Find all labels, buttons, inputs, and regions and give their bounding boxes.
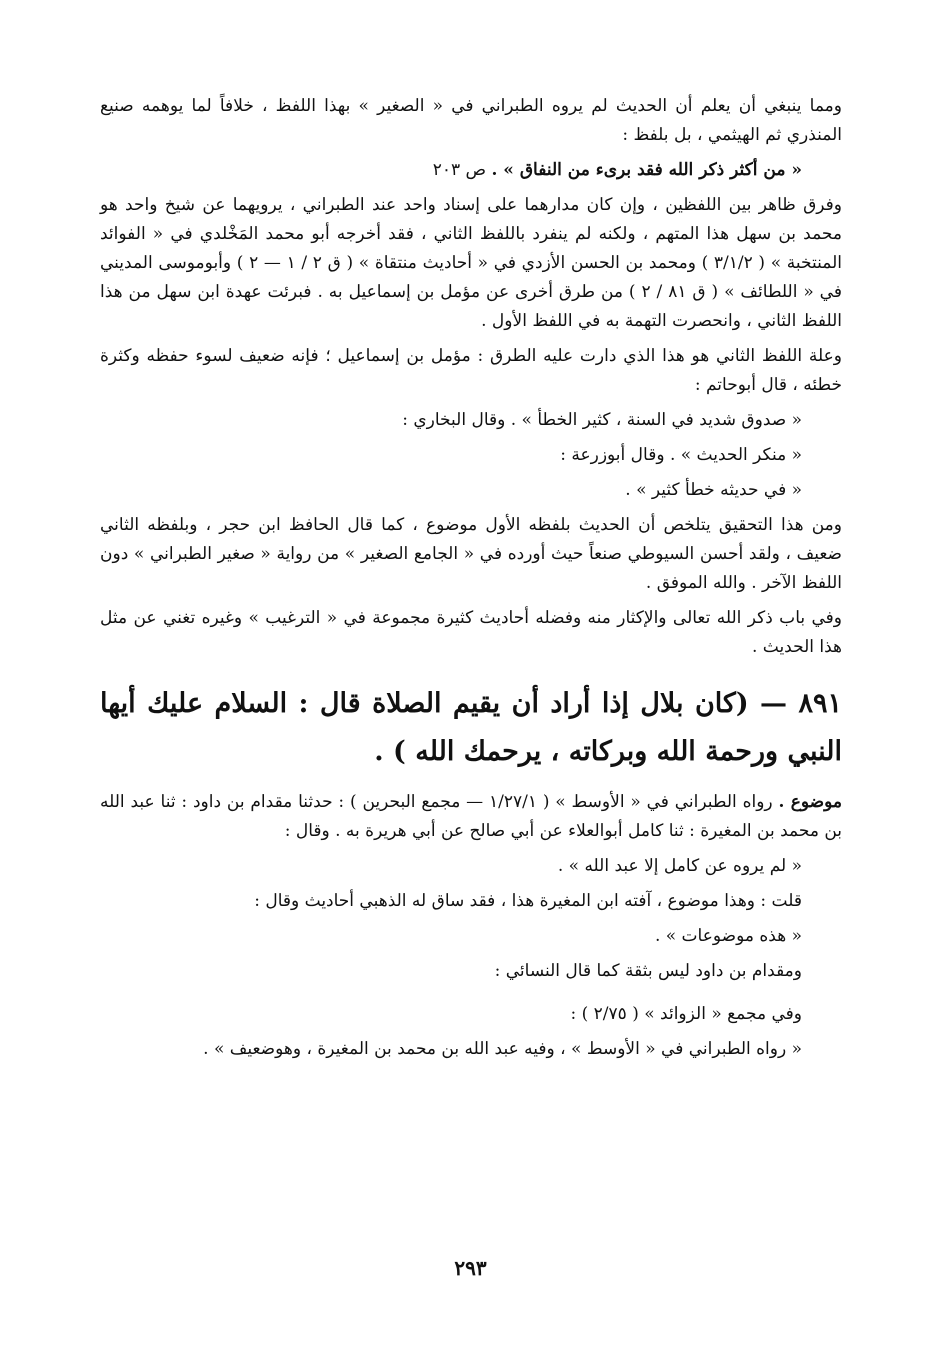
paragraph-defect: وعلة اللفظ الثاني هو هذا الذي دارت عليه الطرق : مؤمل بن إسماعيل ؛ فإنه ضعيف لسوء حفظه وكثرة خطئه ، قال أبوحاتم : [100, 346, 842, 395]
quote-majma-ref: وفي مجمع « الزوائد » ( ٢/٧٥ ) : [570, 1004, 802, 1024]
paragraph-conclusion: ومن هذا التحقيق يتلخص أن الحديث بلفظه الأول موضوع ، كما قال الحافظ ابن حجر ، وبلفظه الثاني ضعيف ، ولقد أحسن السيوطي صنعاً حيث أورده في « الجامع الصغير » من رواية « صغير الطبراني » دون اللفظ الآخر . والله الموفق . [100, 515, 842, 593]
paragraph-intro: ومما ينبغي أن يعلم أن الحديث لم يروه الطبراني في « الصغير » بهذا اللفظ ، خلافاً لما يوهمه صنيع المنذري ثم الهيثمي ، بل بلفظ : [100, 96, 842, 145]
page-number: ٢٩٣ [454, 1256, 487, 1280]
quote-author-note: قلت : وهذا موضوع ، آفته ابن المغيرة هذا ، فقد ساق له الذهبي أحاديث وقال : [254, 891, 802, 911]
quote-abu-hatim: « صدوق شديد في السنة ، كثير الخطأ » . وقال البخاري : [402, 410, 802, 430]
quote-nasai: ومقدام بن داود ليس بثقة كما قال النسائي : [494, 961, 802, 981]
quote-page-ref: ص ٢٠٣ [432, 160, 492, 180]
quote-tabarani-remark: « لم يروه عن كامل إلا عبد الله » . [557, 856, 802, 876]
quote-saghir-wording [100, 156, 842, 185]
paragraph-difference: وفرق ظاهر بين اللفظين ، وإن كان مدارهما على إسناد واحد عند الطبراني ، يرويهما عن شيخ واحد هو محمد بن سهل هذا المتهم ، ولكنه لم ينفرد باللفظ الثاني ، فقد أخرجه أبو محمد المَخْلدي في « الفوائد المنتخبة » ( ٣/١/٢ ) ومحمد بن الحسن الأزدي في « أحاديث منتقاة » ( ق ٢ / ١ — ٢ ) وأبوموسى المديني في « اللطائف » ( ق ٨١ / ٢ ) من طرق أخرى عن مؤمل بن إسماعيل به . فبرئت عهدة ابن سهل من هذا اللفظ الثاني ، وانحصرت التهمة به في اللفظ الأول . [100, 195, 843, 331]
paragraph-targhib: وفي باب ذكر الله تعالى والإكثار منه وفضله أحاديث كثيرة مجموعة في « الترغيب » وغيره تغني عن مثل هذا الحديث . [100, 608, 842, 657]
quote-dhahabi: « هذه موضوعات » . [654, 926, 802, 946]
quote-abu-zura: « في حديثه خطأ كثير » . [625, 480, 802, 500]
quote-bold-text: « من أكثر ذكر الله فقد برىء من النفاق » . [491, 160, 802, 180]
grade-text: رواه الطبراني في « الأوسط » ( ١/٢٧/١ — مجمع البحرين ) : حدثنا مقدام بن داود : ثنا عبد الله بن محمد بن المغيرة : ثنا كامل أبوالعلاء عن أبي صالح عن أبي هريرة به . وقال : [100, 792, 842, 841]
hadith-heading: ٨٩١ — (كان بلال إذا أراد أن يقيم الصلاة قال : السلام عليك أيها النبي ورحمة الله وبركاته ، يرحمك الله ) . [100, 688, 842, 767]
page-body [100, 92, 842, 1070]
quote-bukhari: « منكر الحديث » . وقال أبوزرعة : [560, 445, 802, 465]
quote-majma-text: « رواه الطبراني في « الأوسط » ، وفيه عبد الله بن محمد بن المغيرة ، وهوضعيف » . [203, 1039, 802, 1059]
paragraph-grading [100, 788, 842, 846]
grade-label: موضوع . [778, 792, 842, 812]
